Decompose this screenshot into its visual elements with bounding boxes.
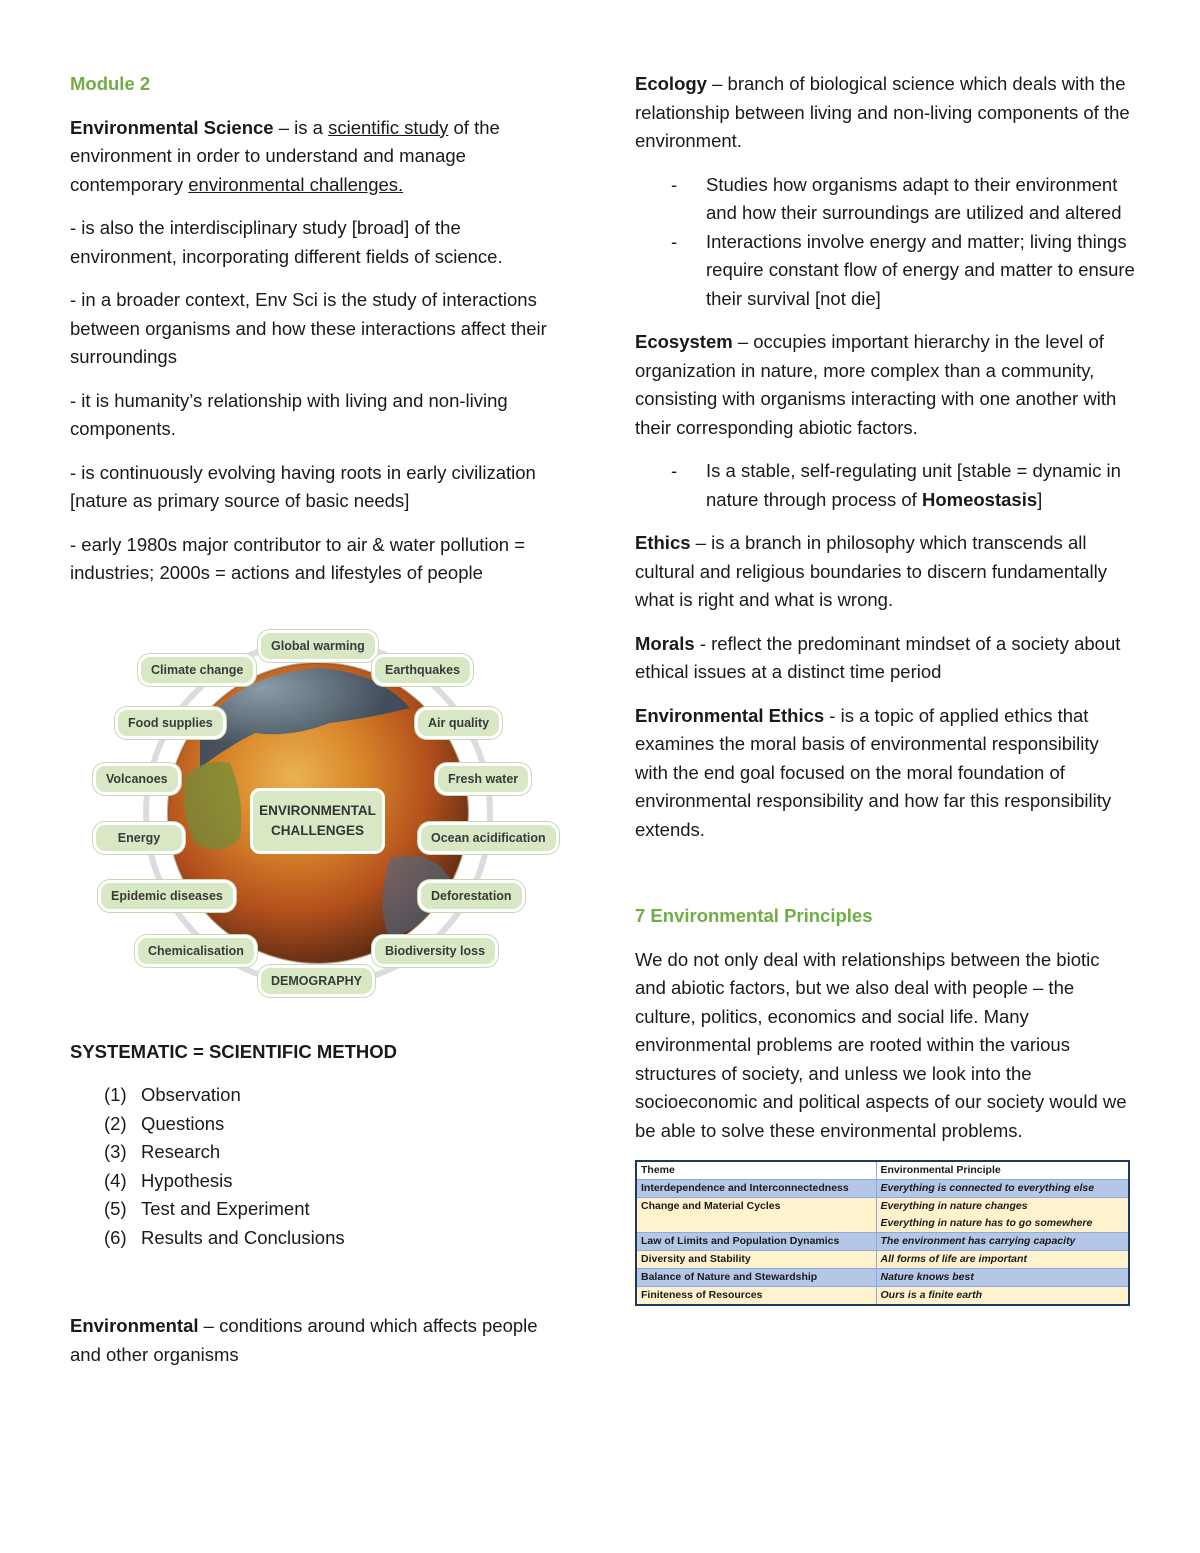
ecosystem-bullets bbox=[671, 457, 1135, 514]
table-row: Finiteness of Resources Ours is a finite earth bbox=[636, 1287, 1129, 1306]
principles-table bbox=[635, 1160, 1130, 1306]
ecosystem-definition: Ecosystem – occupies important hierarchy in the level of organization in nature, more complex than a community, consisting with organisms interacting with one another with their corresponding abiotic factors. bbox=[635, 331, 1117, 438]
env-science-point: - is also the interdisciplinary study [broad] of the environment, incorporating different fields of science. bbox=[70, 217, 503, 267]
challenge-label: Epidemic diseases bbox=[98, 880, 236, 912]
challenge-label: DEMOGRAPHY bbox=[258, 965, 375, 997]
table-row: Diversity and Stability All forms of life are important bbox=[636, 1251, 1129, 1269]
left-column bbox=[70, 70, 570, 1384]
method-list bbox=[104, 1081, 570, 1252]
list-item: (4) Hypothesis bbox=[104, 1169, 233, 1191]
table-row: Change and Material Cycles Everything in nature changes bbox=[636, 1198, 1129, 1216]
env-science-point: - early 1980s major contributor to air & water pollution = industries; 2000s = actions and lifestyles of people bbox=[70, 533, 526, 583]
principles-paragraph: We do not only deal with relationships between the biotic and abiotic factors, but we also deal with people – the culture, politics, economics and social life. Many environmental problems are rooted within the various structures of society, and unless we look into the socioeconomic and political aspects of our society would we be able to solve these environmental problems. bbox=[635, 948, 1127, 1141]
module-title: Module 2 bbox=[70, 73, 151, 94]
challenge-label: Energy bbox=[93, 822, 185, 854]
challenge-label: Earthquakes bbox=[372, 654, 473, 686]
challenge-label: Chemicalisation bbox=[135, 935, 257, 967]
list-item: - Is a stable, self-regulating unit [stable = dynamic in nature through process of Homeostasis] bbox=[671, 457, 1135, 514]
env-science-definition: Environmental Science – is a scientific study of the environment in order to understand and manage contemporary environmental challenges. bbox=[70, 116, 500, 195]
table-row: Balance of Nature and Stewardship Nature knows best bbox=[636, 1269, 1129, 1287]
list-item: - Interactions involve energy and matter; living things require constant flow of energy and matter to ensure their survival [not die] bbox=[671, 228, 1135, 314]
env-science-term: Environmental Science bbox=[70, 116, 274, 138]
list-item: (5) Test and Experiment bbox=[104, 1198, 310, 1219]
env-science-point: - it is humanity’s relationship with living and non-living components. bbox=[70, 389, 508, 439]
env-ethics-definition: Environmental Ethics - is a topic of applied ethics that examines the moral basis of environmental responsibility with the end goal focused on the moral foundation of environmental responsibility and how far this responsibility extends. bbox=[635, 704, 1112, 840]
challenge-label: Air quality bbox=[415, 707, 502, 739]
environmental-definition: Environmental – conditions around which affects people and other organisms bbox=[70, 1315, 538, 1365]
ethics-definition: Ethics – is a branch in philosophy which transcends all cultural and religious boundaries to discern fundamentally what is right and what is wrong. bbox=[635, 532, 1108, 610]
ecology-bullets bbox=[671, 171, 1135, 314]
morals-definition: Morals - reflect the predominant mindset of a society about ethical issues at a distinct time period bbox=[635, 632, 1121, 682]
env-science-point: - in a broader context, Env Sci is the study of interactions between organisms and how these interactions affect their surroundings bbox=[70, 289, 547, 367]
table-header-row: Theme Environmental Principle bbox=[636, 1161, 1129, 1180]
environmental-challenges-figure bbox=[90, 628, 550, 998]
challenge-label: Fresh water bbox=[435, 763, 531, 795]
challenge-label: Biodiversity loss bbox=[372, 935, 498, 967]
table-row: Everything in nature has to go somewhere bbox=[636, 1215, 1129, 1233]
center-label: ENVIRONMENTAL CHALLENGES bbox=[250, 788, 385, 854]
right-column bbox=[635, 70, 1135, 1306]
list-item: - Studies how organisms adapt to their environment and how their surroundings are utilized and altered bbox=[671, 171, 1135, 228]
challenge-label: Volcanoes bbox=[93, 763, 181, 795]
challenge-label: Deforestation bbox=[418, 880, 525, 912]
ecology-definition: Ecology – branch of biological science which deals with the relationship between living and non-living components of the environment. bbox=[635, 73, 1130, 151]
table-row: Interdependence and Interconnectedness Everything is connected to everything else bbox=[636, 1180, 1129, 1198]
method-title: SYSTEMATIC = SCIENTIFIC METHOD bbox=[70, 1040, 398, 1062]
table-row: Law of Limits and Population Dynamics The environment has carrying capacity bbox=[636, 1233, 1129, 1251]
challenge-label: Climate change bbox=[138, 654, 256, 686]
challenge-label: Food supplies bbox=[115, 707, 226, 739]
challenge-label: Global warming bbox=[258, 630, 378, 662]
env-science-point: - is continuously evolving having roots in early civilization [nature as primary source of basic needs] bbox=[70, 461, 536, 511]
list-item: (1) Observation bbox=[104, 1084, 241, 1105]
list-item: (6) Results and Conclusions bbox=[104, 1226, 345, 1248]
challenge-label: Ocean acidification bbox=[418, 822, 559, 854]
principles-heading: 7 Environmental Principles bbox=[635, 905, 873, 926]
list-item: (2) Questions bbox=[104, 1112, 225, 1134]
list-item: (3) Research bbox=[104, 1141, 221, 1162]
